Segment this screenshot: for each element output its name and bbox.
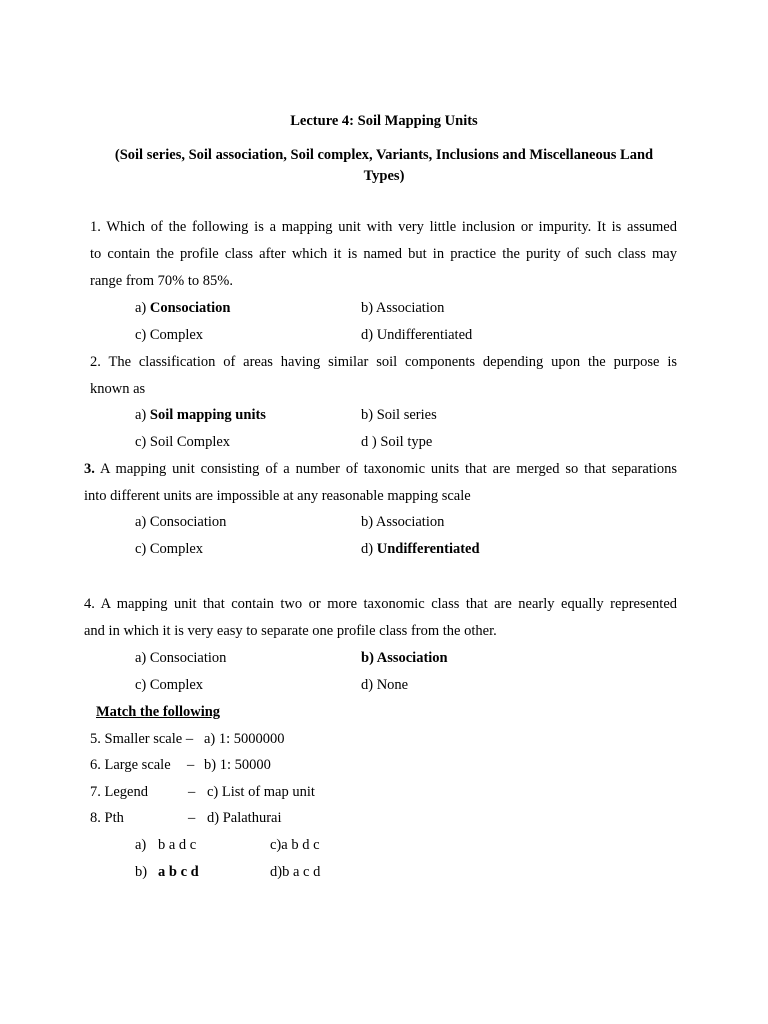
q4-line-1: 4. A mapping unit that contain two or more taxonomic class that are nearly equally represented <box>84 596 677 612</box>
q2-option-c: c) Soil Complex <box>135 434 231 450</box>
match-option-a-label: a) <box>135 837 147 853</box>
q2-option-a <box>135 406 266 424</box>
match-item-6-dash: – <box>187 757 195 773</box>
match-item-6-right: b) 1: 50000 <box>204 757 271 773</box>
q2-option-a-answer: Soil mapping units <box>149 407 266 423</box>
match-item-6-left: 6. Large scale <box>90 757 171 773</box>
match-option-b-label: b) <box>135 864 148 880</box>
q4-option-a: a) Consociation <box>135 650 227 666</box>
q1-option-c: c) Complex <box>135 327 204 343</box>
match-item-5-left: 5. Smaller scale – <box>90 731 194 747</box>
q2-option-d: d ) Soil type <box>361 434 433 450</box>
q4-line-2: and in which it is very easy to separate one profile class from the other. <box>84 623 497 639</box>
subtitle-line-1: (Soil series, Soil association, Soil complex, Variants, Inclusions and Miscellaneous Land <box>114 147 654 163</box>
q3-option-d-answer: Undifferentiated <box>376 541 480 557</box>
q4-option-d: d) None <box>361 677 409 693</box>
q4-option-c: c) Complex <box>135 677 204 693</box>
q1-option-a-answer: Consociation <box>149 300 231 316</box>
q3-option-d-prefix: d) <box>361 541 377 557</box>
match-item-7-left: 7. Legend <box>90 784 148 800</box>
match-item-7-right: c) List of map unit <box>207 784 315 800</box>
match-item-8-dash: – <box>188 810 196 826</box>
q2-line-1: 2. The classification of areas having similar soil components depending upon the purpose is <box>90 354 677 370</box>
match-item-7-dash: – <box>188 784 196 800</box>
subtitle-line-2: Types) <box>363 168 405 184</box>
q2-option-b: b) Soil series <box>361 407 437 423</box>
q3-option-b: b) Association <box>361 514 445 530</box>
match-option-a-text: b a d c <box>158 837 197 853</box>
q3-line-2: into different units are impossible at any reasonable mapping scale <box>84 488 471 504</box>
q3-option-d <box>361 540 480 558</box>
match-item-5-right: a) 1: 5000000 <box>204 731 285 747</box>
match-option-b-answer: a b c d <box>158 864 199 880</box>
q1-option-b: b) Association <box>361 300 445 316</box>
q4-option-b-answer: b) Association <box>361 650 448 666</box>
q3-line-1 <box>84 460 677 478</box>
q1-line-2: to contain the profile class after which it is named but in practice the purity of such class may <box>90 246 677 262</box>
match-option-c: c)a b d c <box>270 837 320 853</box>
match-option-d: d)b a c d <box>270 864 321 880</box>
q1-option-a-prefix: a) <box>135 300 150 316</box>
match-item-8-left: 8. Pth <box>90 810 124 826</box>
q1-option-a <box>135 299 230 317</box>
match-heading: Match the following <box>96 704 221 720</box>
q1-line-3: range from 70% to 85%. <box>90 273 233 289</box>
match-item-8-right: d) Palathurai <box>207 810 282 826</box>
q2-line-2: known as <box>90 381 146 397</box>
page-title: Lecture 4: Soil Mapping Units <box>290 113 478 129</box>
q2-option-a-prefix: a) <box>135 407 150 423</box>
q3-option-a: a) Consociation <box>135 514 227 530</box>
q1-option-d: d) Undifferentiated <box>361 327 473 343</box>
q3-option-c: c) Complex <box>135 541 204 557</box>
q1-line-1: 1. Which of the following is a mapping unit with very little inclusion or impurity. It is assumed <box>90 219 677 235</box>
q3-number: 3. <box>84 461 95 477</box>
q3-line-1-text: A mapping unit consisting of a number of taxonomic units that are merged so that separations <box>94 461 677 477</box>
